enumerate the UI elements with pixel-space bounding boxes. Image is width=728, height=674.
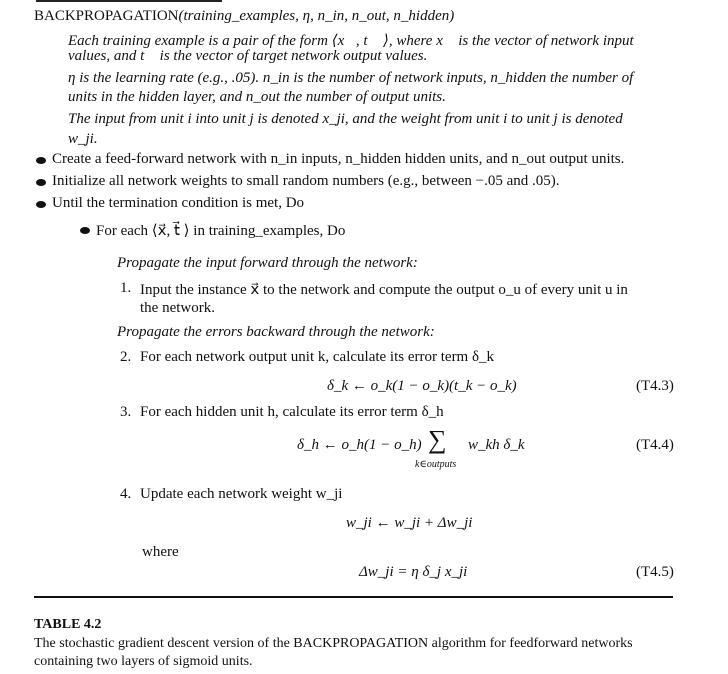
caption-line-1: The stochastic gradient descent version of the BACKPROPAGATION algorithm for feedforward networks: [34, 636, 633, 651]
algorithm-args: (training_examples, η, n_in, n_out, n_hidden): [178, 8, 455, 24]
propagate-forward-heading: Propagate the input forward through the network:: [117, 255, 418, 271]
propagate-backward-heading: Propagate the errors backward through the network:: [117, 324, 435, 340]
intro-line-3: η is the learning rate (e.g., .05). n_in is the number of network inputs, n_hidden the number of: [68, 70, 634, 86]
caption-line-2: containing two layers of sigmoid units.: [34, 654, 253, 669]
summation-index: k∈outputs: [415, 459, 457, 470]
step1-line-1: Input the instance x⃗ to the network and compute the output o_u of every unit u in: [140, 282, 628, 298]
step1-line-2: the network.: [140, 300, 215, 316]
equation-t4-4-left: δ_h ← o_h(1 − o_h): [297, 437, 422, 453]
equation-t4-3: δ_k ← o_k(1 − o_k)(t_k − o_k): [327, 378, 517, 394]
step2-number: 2.: [120, 349, 132, 365]
bullet-icon: [36, 179, 46, 186]
bullet-icon: [80, 227, 90, 234]
intro-line-2: values, and t⃗ is the vector of target network output values.: [68, 48, 428, 64]
step2-text: For each network output unit k, calculate its error term δ_k: [140, 349, 495, 365]
equation-tag-t4-3: (T4.3): [636, 378, 674, 394]
intro-line-6: w_ji.: [68, 131, 98, 147]
where-label: where: [142, 544, 179, 560]
equation-tag-t4-4: (T4.4): [636, 437, 674, 453]
step-until: Until the termination condition is met, Do: [52, 195, 305, 211]
top-rule: [36, 0, 222, 2]
intro-line-1: Each training example is a pair of the form ⟨x⃗, t⃗ ⟩, where x⃗ is the vector of network input: [68, 33, 634, 49]
step3-number: 3.: [120, 404, 132, 420]
step4-number: 4.: [120, 486, 132, 502]
table-bottom-rule: [34, 596, 673, 598]
intro-line-4: units in the hidden layer, and n_out the number of output units.: [68, 89, 446, 105]
step-foreach: For each ⟨x⃗, t⃗ ⟩ in training_examples, Do: [96, 223, 346, 239]
step-create: Create a feed-forward network with n_in inputs, n_hidden hidden units, and n_out output units.: [52, 151, 625, 167]
bullet-icon: [36, 157, 46, 164]
step4-text: Update each network weight w_ji: [140, 486, 343, 502]
step3-text: For each hidden unit h, calculate its error term δ_h: [140, 404, 444, 420]
equation-tag-t4-5: (T4.5): [636, 564, 674, 580]
algorithm-signature: [34, 8, 454, 25]
equation-weight-update: w_ji ← w_ji + Δw_ji: [346, 515, 473, 531]
summation-symbol: ∑: [428, 425, 447, 454]
table-label: TABLE 4.2: [34, 617, 102, 632]
equation-t4-4-right: w_kh δ_k: [468, 437, 525, 453]
algorithm-name: BACKPROPAGATION: [34, 8, 179, 24]
step1-number: 1.: [120, 280, 132, 296]
step-init: Initialize all network weights to small random numbers (e.g., between −.05 and .05).: [52, 173, 560, 189]
equation-t4-5: Δw_ji = η δ_j x_ji: [359, 564, 468, 580]
intro-line-5: The input from unit i into unit j is denoted x_ji, and the weight from unit i to unit j is denoted: [68, 111, 623, 127]
bullet-icon: [36, 201, 46, 208]
